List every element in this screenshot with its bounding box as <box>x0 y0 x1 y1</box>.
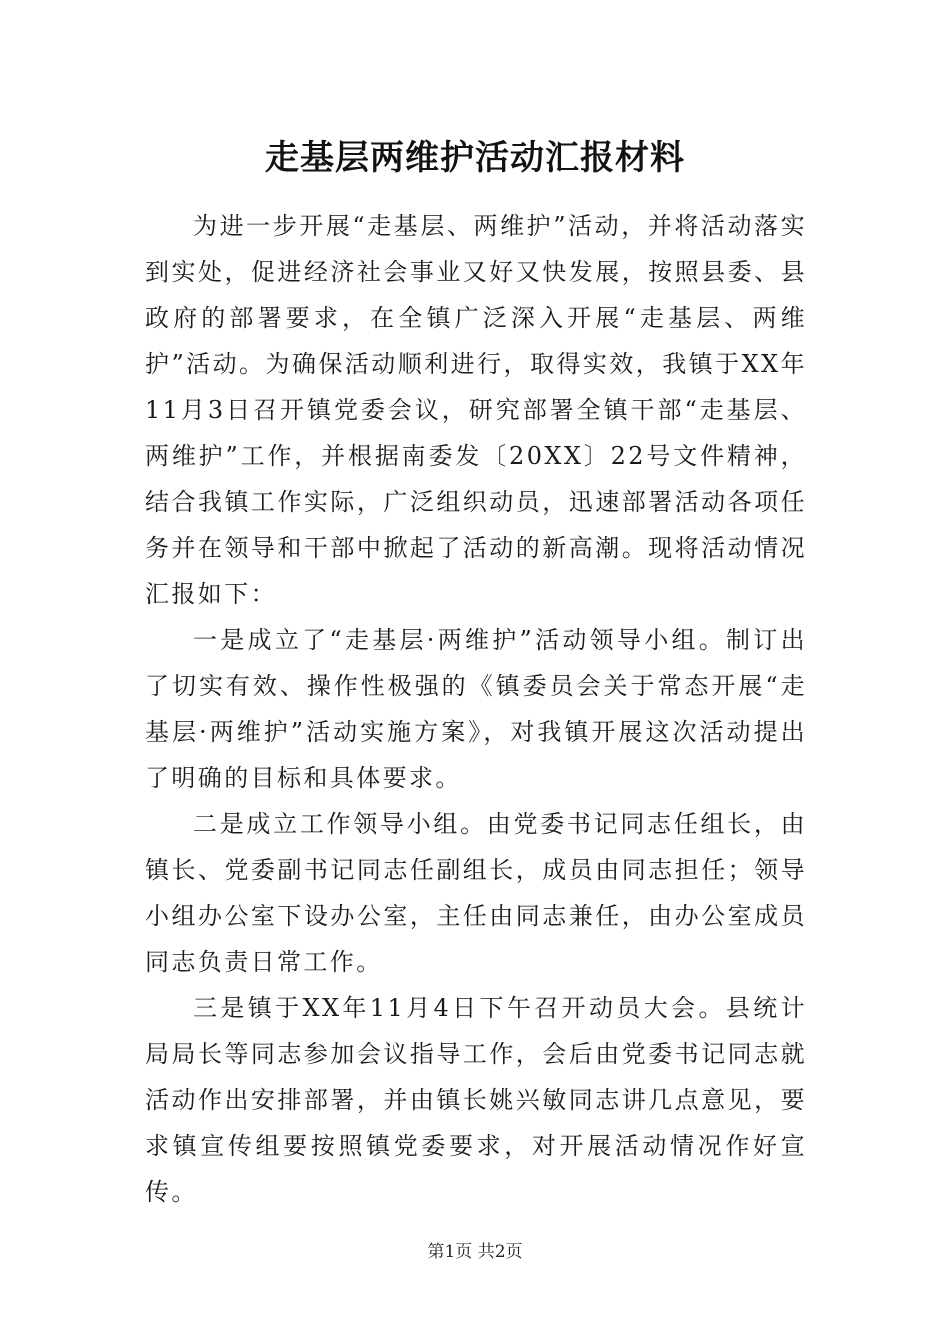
page-number-footer: 第1页 共2页 <box>427 1242 523 1262</box>
paragraph-item-2: 二是成立工作领导小组。由党委书记同志任组长，由镇长、党委副书记同志任副组长，成员由同志担任；领导小组办公室下设办公室，主任由同志兼任，由办公室成员同志负责日常工作。 <box>145 810 807 976</box>
document-body <box>145 203 807 1215</box>
paragraph-intro: 为进一步开展“走基层、两维护”活动，并将活动落实到实处，促进经济社会事业又好又快发展，按照县委、县政府的部署要求，在全镇广泛深入开展“走基层、两维护”活动。为确保活动顺利进行，取得实效，我镇于XX年11月3日召开镇党委会议，研究部署全镇干部“走基层、两维护”工作，并根据南委发〔20XX〕22号文件精神，结合我镇工作实际，广泛组织动员，迅速部署活动各项任务并在领导和干部中掀起了活动的新高潮。现将活动情况汇报如下： <box>145 212 807 608</box>
paragraph-item-3: 三是镇于XX年11月4日下午召开动员大会。县统计局局长等同志参加会议指导工作，会后由党委书记同志就活动作出安排部署，并由镇长姚兴敏同志讲几点意见，要求镇宣传组要按照镇党委要求，对开展活动情况作好宣传。 <box>145 994 807 1206</box>
document-title: 走基层两维护活动汇报材料 <box>265 138 685 178</box>
paragraph-item-1: 一是成立了“走基层·两维护”活动领导小组。制订出了切实有效、操作性极强的《镇委员会关于常态开展“走基层·两维护”活动实施方案》，对我镇开展这次活动提出了明确的目标和具体要求。 <box>145 626 807 792</box>
